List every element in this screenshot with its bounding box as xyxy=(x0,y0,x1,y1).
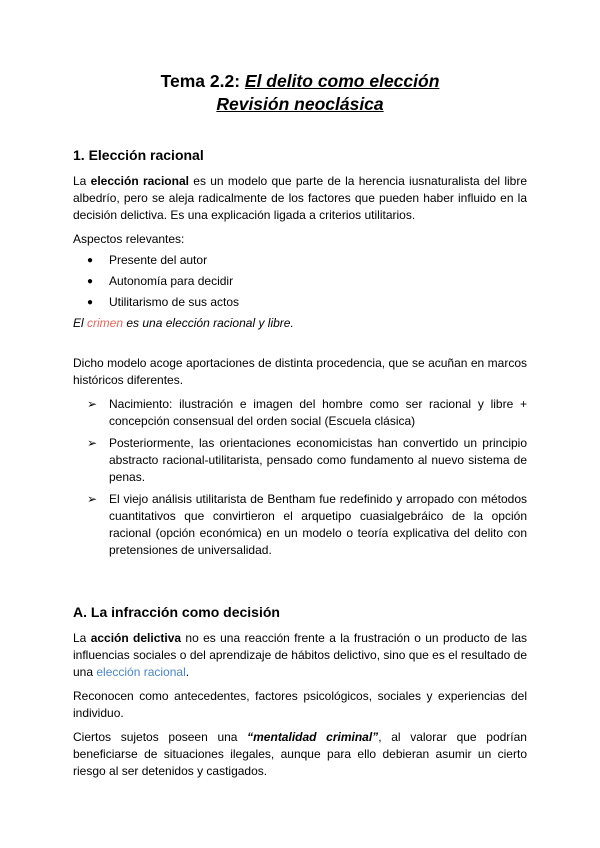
text-run: , al valorar que podrían beneficiarse de situaciones ilegales, aunque para ello debieran asumir un cierto riesgo al ser detenidos y castigados. xyxy=(73,730,527,778)
section2-heading: A. La infracción como decisión xyxy=(73,604,280,620)
list-item-text: Posteriormente, las orientaciones economicistas han convertido un principio abstracto racional-utilitarista, pensado como fundamento al nuevo sistema de penas. xyxy=(109,436,527,484)
arrow-bullet-icon: ➢ xyxy=(87,436,98,450)
aspects-label: Aspectos relevantes: xyxy=(73,232,185,246)
spacer xyxy=(73,339,527,355)
section1-intro-paragraph xyxy=(73,173,527,224)
list-item-text: Presente del autor xyxy=(109,253,208,267)
bold-term: acción delictiva xyxy=(90,631,182,645)
title-prefix: Tema 2.2: xyxy=(160,71,245,91)
bullet-icon: ● xyxy=(87,276,94,287)
text-run: La xyxy=(73,174,91,188)
bold-term: elección racional xyxy=(90,174,189,188)
text-run: es un modelo que parte de la herencia iusnaturalista del libre albedrío, pero se aleja radicalmente de los factores que pueden haber influido en la decisión delictiva. Es una explicación ligada a criterios utilitarios. xyxy=(73,174,527,222)
list-item-text: El viejo análisis utilitarista de Bentham fue redefinido y arropado con métodos cuantitativos que convirtieron el arquetipo cuasialgebráico de la opción racional (opción económica) en un modelo o teoría explicativa del delito con pretensiones de universalidad. xyxy=(109,492,527,557)
list-item xyxy=(73,294,527,311)
arrow-bullet-icon: ➢ xyxy=(87,492,98,506)
aspects-list xyxy=(73,252,527,311)
text-run: es una elección racional y libre. xyxy=(123,316,294,330)
section1-model-paragraph: Dicho modelo acoge aportaciones de distinta procedencia, que se acuñan en marcos históricos diferentes. xyxy=(73,356,527,387)
document-content xyxy=(73,70,527,787)
arrow-bullet-icon: ➢ xyxy=(87,397,98,411)
section1-heading: 1. Elección racional xyxy=(73,147,204,163)
text-run: La xyxy=(73,631,91,645)
list-item xyxy=(73,252,527,269)
document-title xyxy=(73,70,527,116)
text-run: Ciertos sujetos poseen una xyxy=(73,730,248,744)
list-item xyxy=(73,396,527,430)
list-item-text: Utilitarismo de sus actos xyxy=(109,295,240,309)
section2-intro-paragraph xyxy=(73,630,527,681)
text-run: . xyxy=(185,665,190,679)
bold-italic-term: “mentalidad criminal” xyxy=(247,730,379,744)
section2-antecedents-paragraph: Reconocen como antecedentes, factores psicológicos, sociales y experiencias del individuo. xyxy=(73,689,527,720)
conclusion-line xyxy=(73,315,527,332)
list-item xyxy=(73,435,527,486)
list-item-text: Nacimiento: ilustración e imagen del hombre como ser racional y libre + concepción consensual del orden social (Escuela clásica) xyxy=(109,397,527,428)
section2-mentality-paragraph xyxy=(73,729,527,780)
list-item xyxy=(73,491,527,559)
list-item xyxy=(73,273,527,290)
title-line2: Revisión neoclásica xyxy=(216,94,384,114)
bullet-icon: ● xyxy=(87,297,94,308)
highlight-term: elección racional xyxy=(96,665,186,679)
title-line1: El delito como elección xyxy=(244,71,440,91)
bullet-icon: ● xyxy=(87,255,94,266)
text-run: no es una reacción frente a la frustración o un producto de las influencias sociales o del aprendizaje de hábitos delictivo, sino que es el resultado de una xyxy=(73,631,528,679)
highlight-term: crimen xyxy=(87,316,124,330)
list-item-text: Autonomía para decidir xyxy=(109,274,234,288)
historical-points-list xyxy=(73,396,527,559)
text-run: El xyxy=(73,316,88,330)
